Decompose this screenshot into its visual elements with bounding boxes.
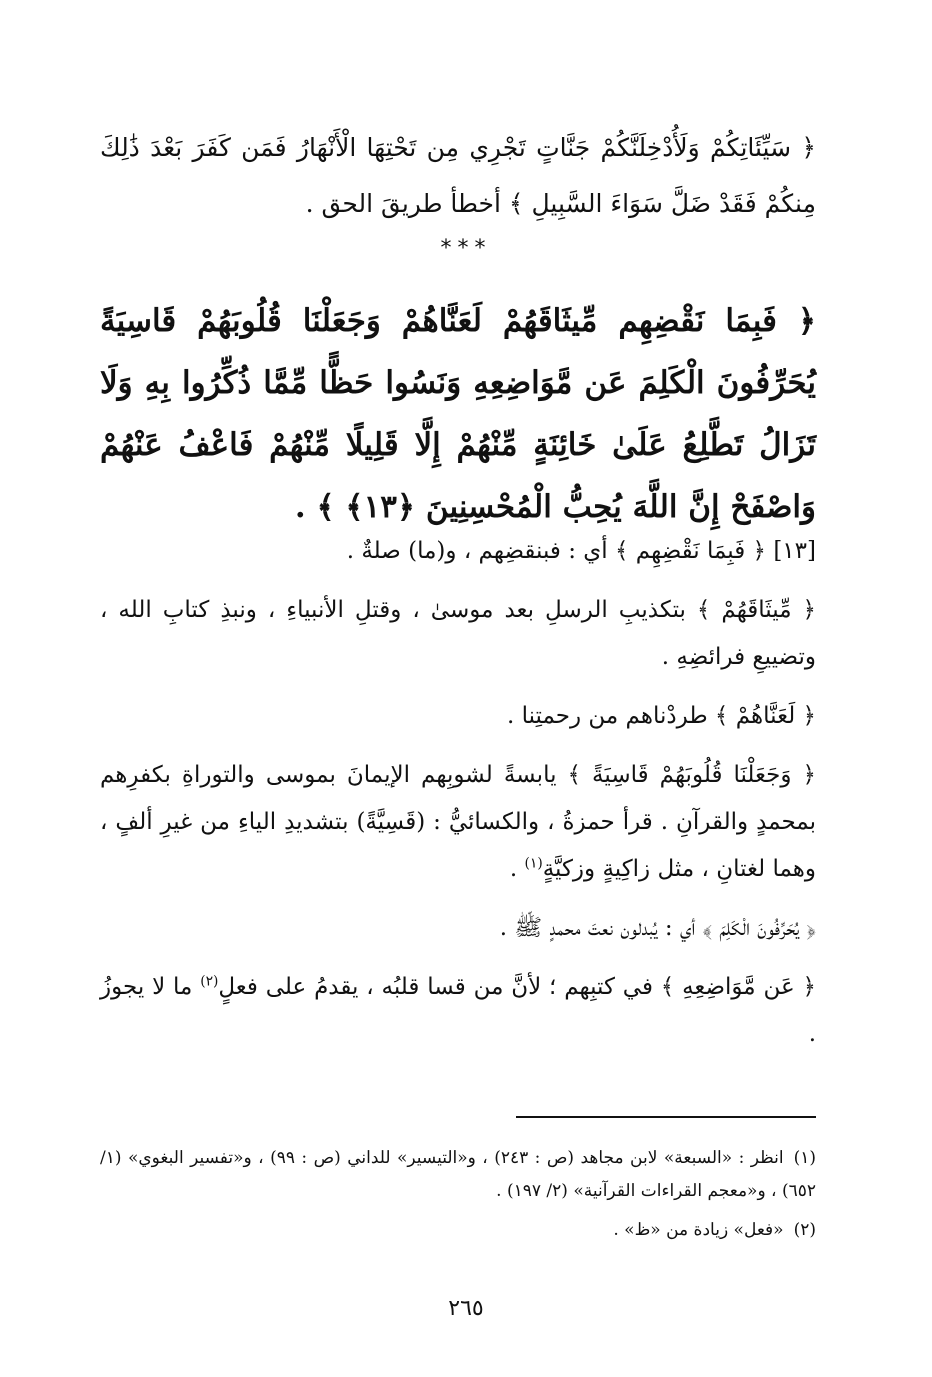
section-separator: *** bbox=[440, 236, 492, 261]
commentary-paragraph bbox=[100, 752, 816, 893]
commentary-text-tail: ما لا يجوزُ . bbox=[100, 974, 816, 1047]
commentary-text-tail: . bbox=[509, 856, 525, 882]
footnote-divider bbox=[516, 1116, 816, 1118]
commentary-paragraph bbox=[100, 964, 816, 1058]
commentary-paragraph: ﴿ لَعَنَّاهُمْ ﴾ طردْناهم من رحمتِنا . bbox=[506, 703, 816, 729]
footnote-number: (١) bbox=[793, 1148, 816, 1168]
page-number: ٢٦٥ bbox=[448, 1296, 484, 1321]
footnote bbox=[100, 1214, 816, 1247]
quran-verse-13: ﴿ فَبِمَا نَقْضِهِم مِّيثَاقَهُمْ لَعَنَّاهُمْ وَجَعَلْنَا قُلُوبَهُمْ قَاسِيَةً يُحَرِّفُونَ الْكَلِمَ عَن مَّوَاضِعِهِ وَنَسُوا حَظًّا مِّمَّا ذُكِّرُوا بِهِ وَلَا تَزَالُ تَطَّلِعُ عَلَىٰ خَائِنَةٍ مِّنْهُمْ إِلَّا قَلِيلًا مِّنْهُمْ فَاعْفُ عَنْهُمْ وَاصْفَحْ إِنَّ اللَّهَ يُحِبُّ الْمُحْسِنِينَ ﴿١٣﴾ ﴾ . bbox=[100, 303, 816, 525]
commentary-text: ﴿ عَن مَّوَاضِعِهِ ﴾ في كتبِهم ؛ لأنَّ من قسا قلبُه ، يقدمُ على فعلٍ bbox=[218, 974, 816, 1000]
commentary-paragraph: ﴿ مِّيثَاقَهُمْ ﴾ بتكذيبِ الرسلِ بعد موسىٰ ، وقتلِ الأنبياءِ ، ونبذِ كتابِ الله ، وتضييعِ فرائضِهِ . bbox=[100, 597, 816, 670]
commentary-paragraph: ﴿ يُحَرِّفُونَ الْكَلِمَ ﴾ أي : يُبدلون نعتَ محمدٍ ﷺ . bbox=[499, 915, 816, 941]
footnote-marker: (١) bbox=[524, 855, 543, 872]
commentary bbox=[100, 528, 816, 1058]
footnote bbox=[100, 1142, 816, 1208]
verse-continuation: ﴿ سَيِّئَاتِكُمْ وَلَأُدْخِلَنَّكُمْ جَنَّاتٍ تَجْرِي مِن تَحْتِهَا الْأَنْهَارُ فَمَن كَفَرَ بَعْدَ ذَٰلِكَ مِنكُمْ فَقَدْ ضَلَّ سَوَاءَ السَّبِيلِ ﴾ أخطأ طريقَ الحق . bbox=[100, 133, 816, 218]
commentary-text: ﴿ وَجَعَلْنَا قُلُوبَهُمْ قَاسِيَةً ﴾ يابسةً لشوبِهم الإيمانَ بموسى والتوراةِ بكفرِهم بمحمدٍ والقرآنِ . قرأ حمزةُ ، والكسائيُّ : (قَسِيَّةً) بتشديدِ الياءِ من غيرِ ألفٍ ، وهما لغتانِ ، مثل زاكِيةٍ وزكيَّةٍ bbox=[100, 762, 816, 882]
commentary-paragraph: [١٣] ﴿ فَبِمَا نَقْضِهِم ﴾ أي : فبنقضِهم ، و(ما) صلةٌ . bbox=[346, 538, 816, 564]
footnote-number: (٢) bbox=[793, 1220, 816, 1240]
footnote-text: «فعل» زيادة من «ظ» . bbox=[613, 1220, 784, 1240]
footnote-marker: (٢) bbox=[200, 973, 219, 990]
footnotes bbox=[100, 1142, 816, 1253]
footnote-text: انظر : «السبعة» لابن مجاهد (ص : ٢٤٣) ، و«التيسير» للداني (ص : ٩٩) ، و«تفسير البغوي» (١/ ٦٥٢) ، و«معجم القراءات القرآنية» (٢/ ١٩٧) . bbox=[100, 1148, 816, 1201]
